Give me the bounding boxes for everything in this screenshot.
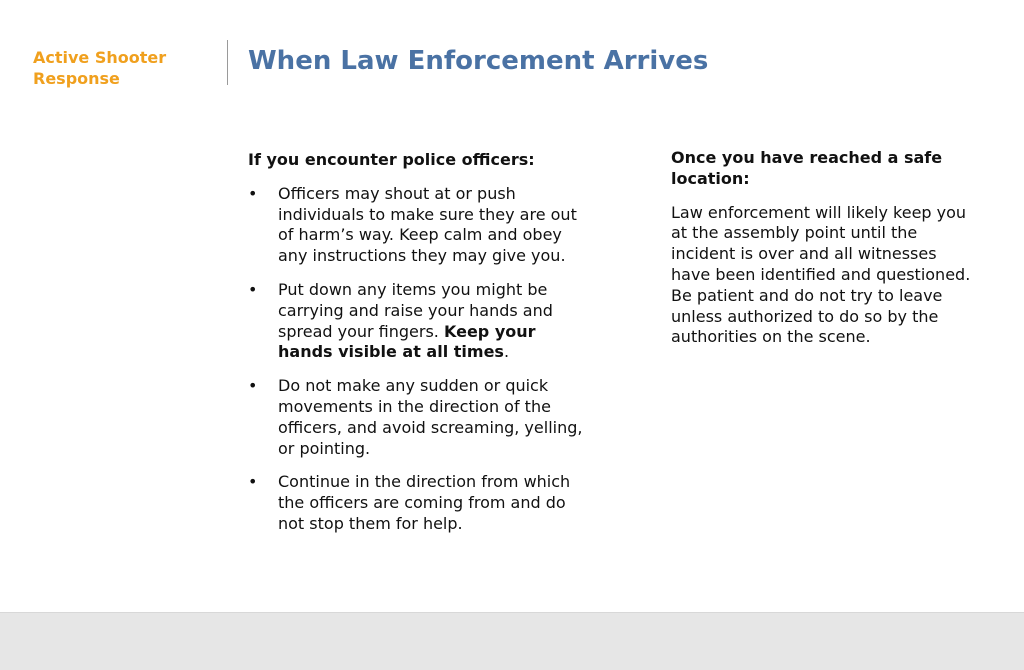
bullet-icon: • [248,183,258,203]
list-item-text: Continue in the direction from which the officers are coming from and do not stop them for help. [278,472,571,533]
right-column [671,148,971,348]
footer-band [0,612,1024,670]
list-item [248,280,583,363]
list-item [248,472,583,534]
left-column-heading: If you encounter police officers: [248,150,535,169]
list-item-text: Officers may shout at or push individuals to make sure they are out of harm’s way. Keep calm and obey any instructions they may give you. [278,183,577,266]
left-column [248,150,583,548]
bullet-icon: • [248,376,258,396]
header-divider [227,40,228,85]
bullet-icon: • [248,472,258,492]
right-column-heading: Once you have reached a safe location: [671,148,943,188]
list-item-text: Do not make any sudden or quick movements in the direction of the officers, and avoid screaming, yelling, or pointing. [278,376,583,458]
list-item-text-end: . [503,342,510,362]
page-title: When Law Enforcement Arrives [248,46,709,76]
list-item-emphasis: Keep your hands visible at all times [278,321,536,362]
list-item [248,184,583,267]
instruction-list [248,184,583,535]
list-item [248,376,583,459]
list-item-text: Put down any items you might be carrying and raise your hands and spread your fingers. [278,279,553,341]
bullet-icon: • [248,279,258,299]
section-label: Active Shooter Response [33,48,167,88]
right-column-paragraph: Law enforcement will likely keep you at the assembly point until the incident is over and all witnesses have been identified and questioned. Be patient and do not try to leave unless authorized to do so by the authorities on the scene. [671,202,971,347]
